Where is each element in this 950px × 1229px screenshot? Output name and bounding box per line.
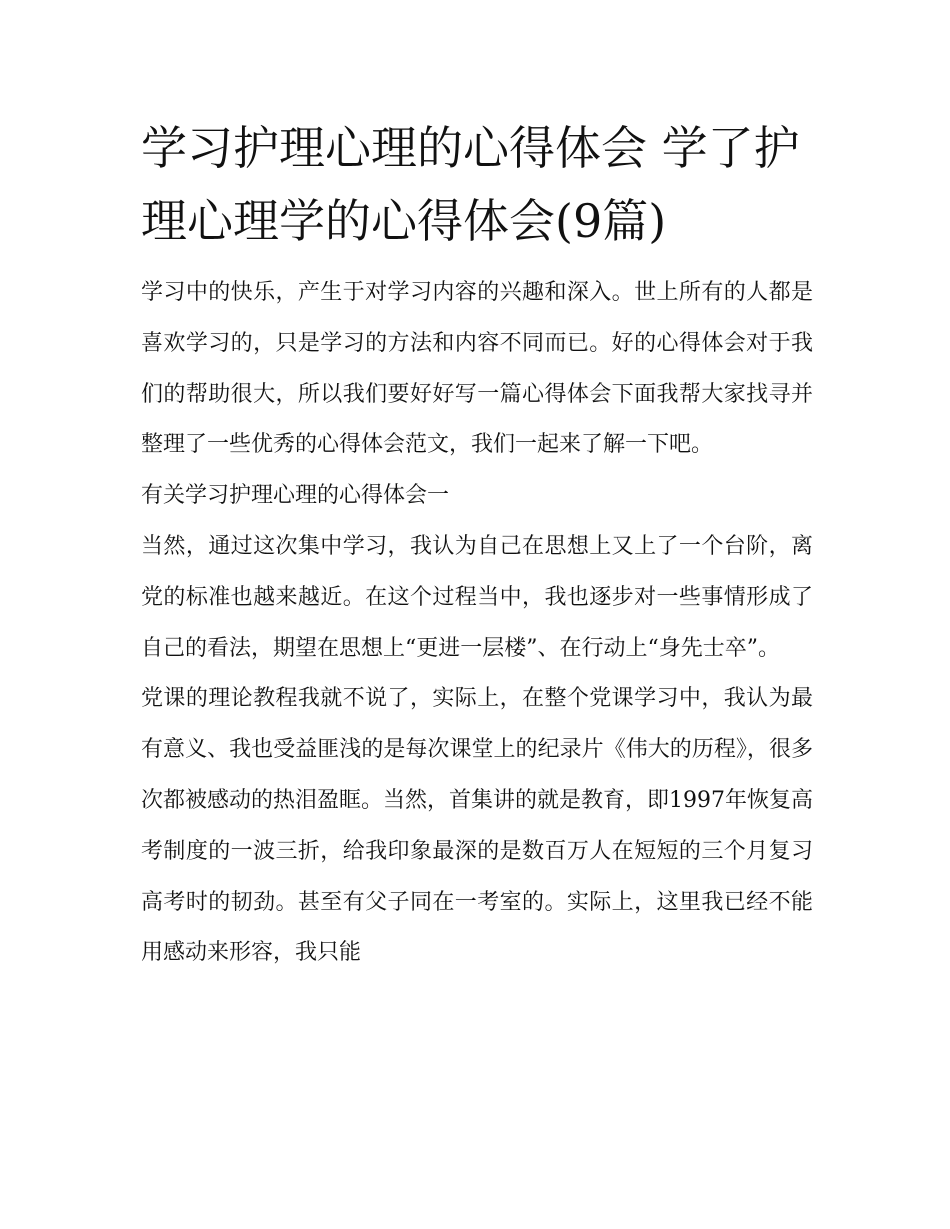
body-paragraph: 当然，通过这次集中学习，我认为自己在思想上又上了一个台阶，离党的标准也越来越近。在这个过程当中，我也逐步对一些事情形成了自己的看法，期望在思想上“更进一层楼”、在行动上“身先士卒”。 [141,533,813,661]
intro-paragraph: 学习中的快乐，产生于对学习内容的兴趣和深入。世上所有的人都是喜欢学习的，只是学习的方法和内容不同而已。好的心得体会对于我们的帮助很大，所以我们要好好写一篇心得体会下面我帮大家找寻并整理了一些优秀的心得体会范文，我们一起来了解一下吧。 [141,280,813,458]
section-heading: 有关学习护理心理的心得体会一 [141,483,450,509]
body-paragraph: 党课的理论教程我就不说了，实际上，在整个党课学习中，我认为最有意义、我也受益匪浅的是每次课堂上的纪录片《伟大的历程》，很多次都被感动的热泪盈眶。当然，首集讲的就是教育，即1997年恢复高考制度的一波三折，给我印象最深的是数百万人在短短的三个月复习高考时的韧劲。甚至有父子同在一考室的。实际上，这里我已经不能用感动来形容，我只能 [141,686,813,966]
document-body [141,112,813,979]
document-title: 学习护理心理的心得体会 学了护理心理学的心得体会(9篇) [141,121,800,248]
